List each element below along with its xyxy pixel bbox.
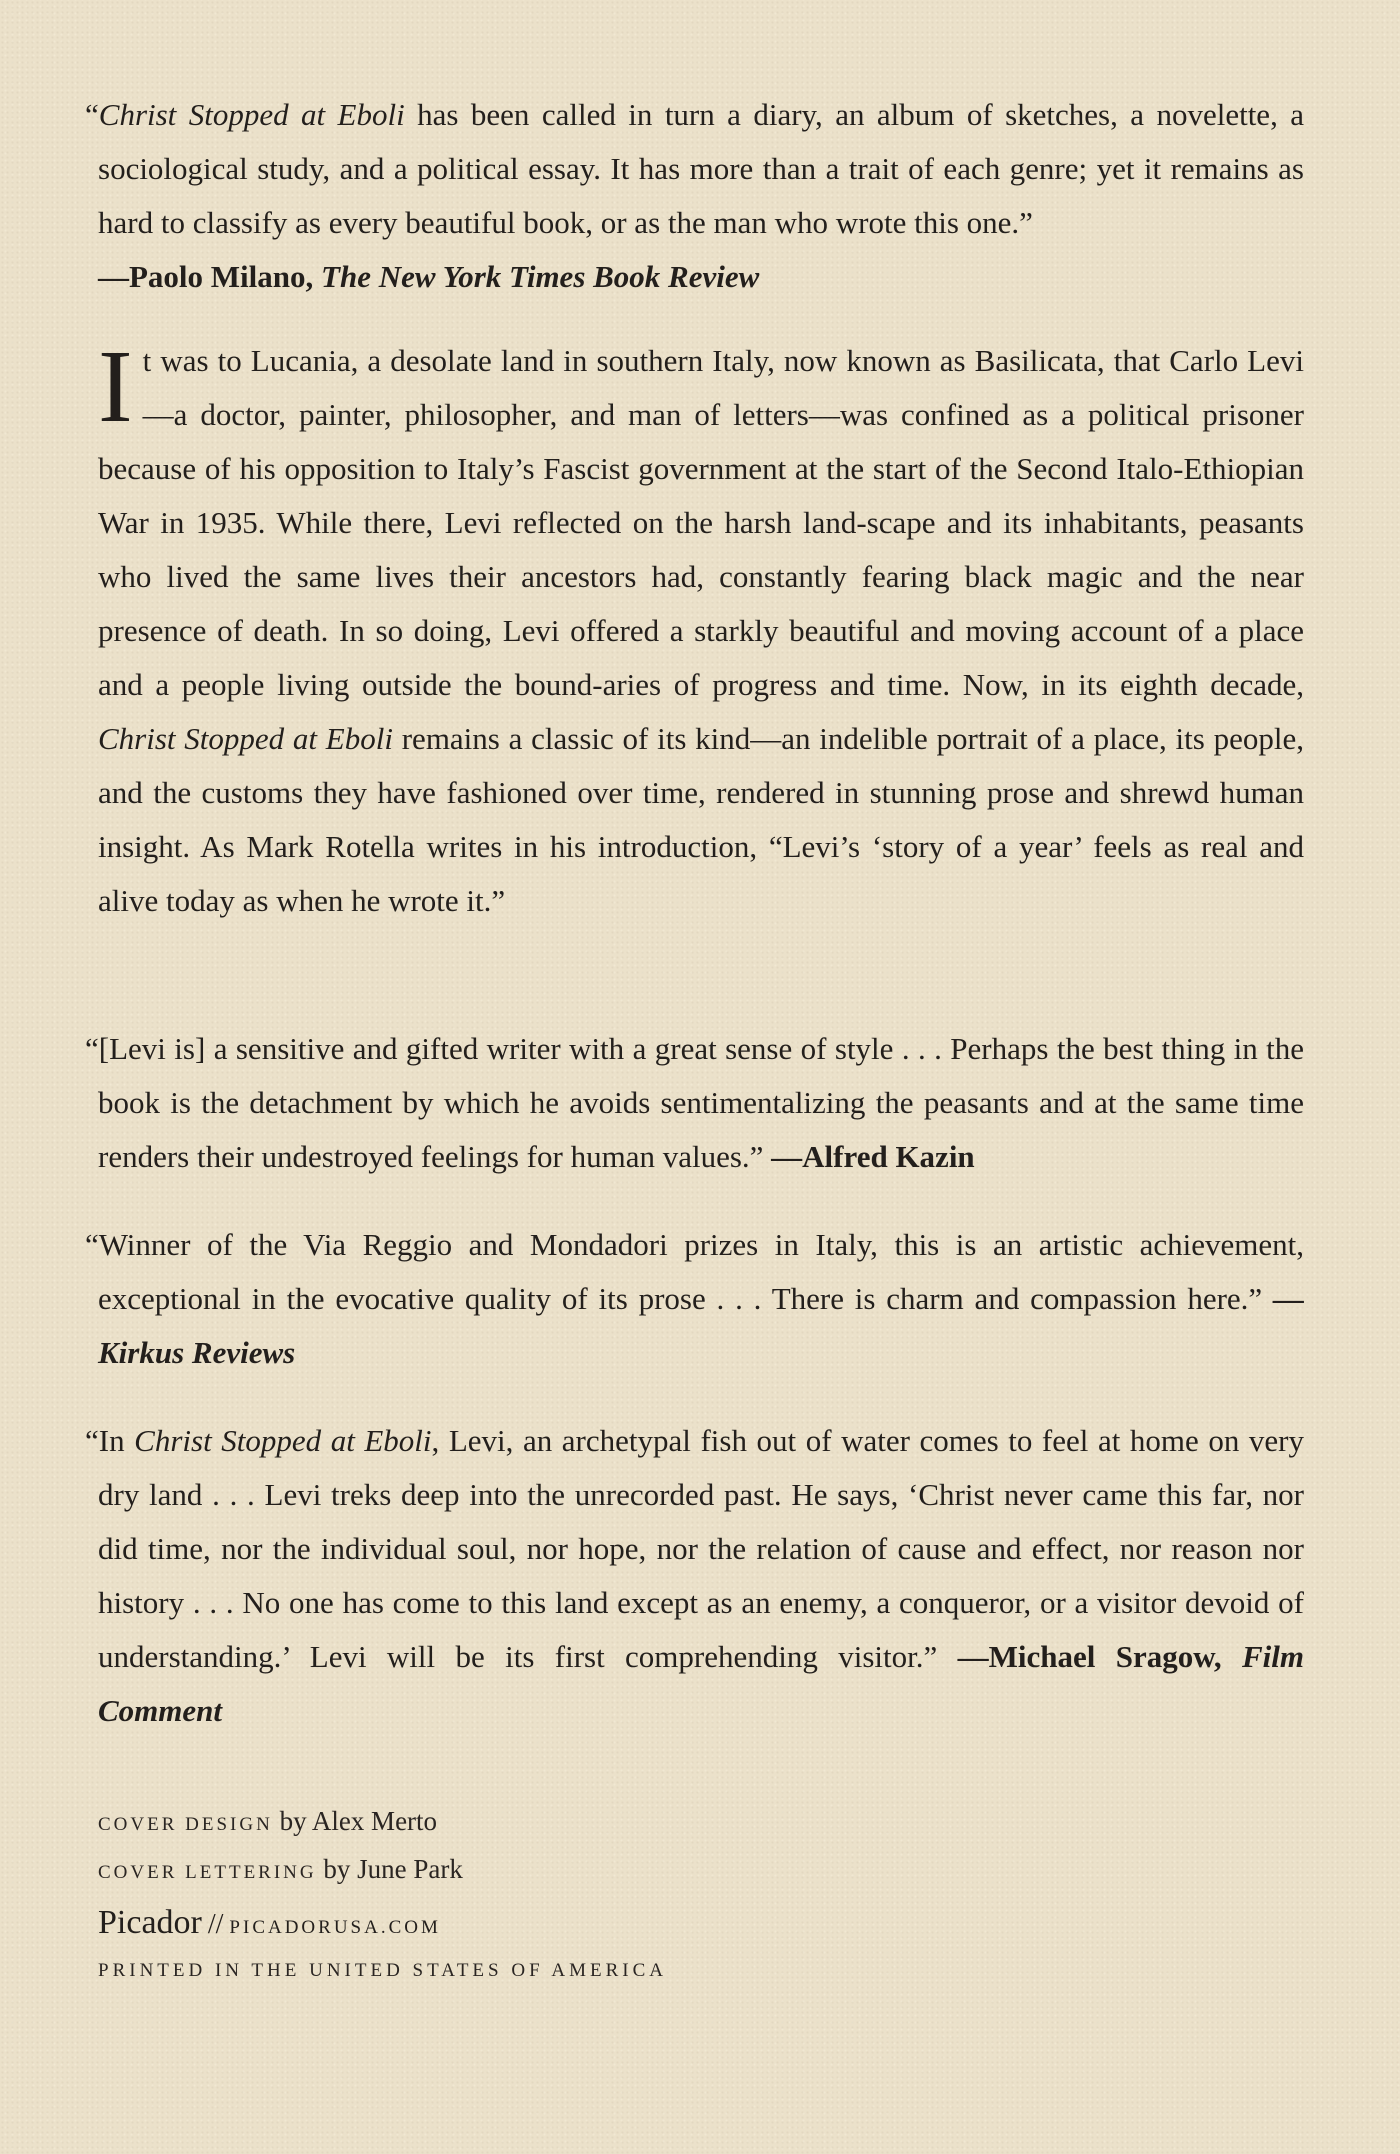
credit-label: COVER LETTERING bbox=[98, 1862, 317, 1883]
quote-source: —Kirkus Reviews bbox=[98, 1281, 1304, 1370]
quote-text: “[Levi is] a sensitive and gifted writer with a great sense of style . . . Perhaps the best thing in the book is the detachment by which he avoids sentimentalizing the peasants and at the same time renders their undestroyed feelings for human values.” bbox=[85, 1031, 1304, 1174]
credit-label: COVER DESIGN bbox=[98, 1814, 273, 1835]
review-quote-kirkus bbox=[85, 1218, 1304, 1380]
description-text-part2: remains a classic of its kind—an indelible portrait of a place, its people, and the customs they have fashioned over time, rendered in stunning prose and shrewd human insight. As Mark Rotella writes in his introduction, “Levi’s ‘story of a year’ feels as real and alive today as when he wrote it.” bbox=[98, 721, 1304, 918]
printed-notice: PRINTED IN THE UNITED STATES OF AMERICA bbox=[98, 1960, 667, 1981]
review-quote-sragow bbox=[85, 1414, 1305, 1738]
publisher-line bbox=[98, 1904, 441, 1942]
credit-name: by June Park bbox=[316, 1854, 463, 1884]
review-quote-milano bbox=[85, 88, 1304, 304]
quote-source: The New York Times Book Review bbox=[321, 259, 760, 294]
credit-name: by Alex Merto bbox=[272, 1806, 438, 1836]
quote-open-mark: “ bbox=[85, 97, 99, 132]
quote-text: “Winner of the Via Reggio and Mondadori prizes in Italy, this is an artistic achievement, exceptional in the evocative quality of its prose . . . There is charm and compassion here.” bbox=[85, 1227, 1304, 1316]
book-title: Christ Stopped at Eboli bbox=[98, 721, 393, 756]
cover-lettering-credit bbox=[98, 1854, 998, 1885]
separator: // bbox=[207, 1909, 224, 1940]
quote-source: Film Comment bbox=[98, 1639, 1305, 1728]
drop-cap: I bbox=[98, 329, 133, 444]
description-text-part1: t was to Lucania, a desolate land in southern Italy, now known as Basilicata, that Carlo Levi—a doctor, painter, philosopher, and man of letters—was confined as a political prisoner because of his opposition to Italy’s Fascist government at the start of the Second Italo-Ethiopian War in 1935. While there, Levi reflected on the harsh land-scape and its inhabitants, peasants who lived the same lives their ancestors had, constantly fearing black magic and the near presence of death. In so doing, Levi offered a starkly beautiful and moving account of a place and a people living outside the bound-aries of progress and time. Now, in its eighth decade, bbox=[98, 343, 1304, 702]
quote-text: has been called in turn a diary, an album of sketches, a novelette, a sociological study, and a political essay. It has more than a trait of each genre; yet it remains as hard to classify as every beautiful book, or as the man who wrote this one.” bbox=[98, 97, 1304, 240]
cover-design-credit bbox=[98, 1806, 998, 1837]
quote-author: —Michael Sragow, bbox=[957, 1639, 1242, 1674]
quote-author: —Alfred Kazin bbox=[771, 1139, 975, 1174]
publisher-name: Picador bbox=[98, 1904, 202, 1941]
book-description bbox=[98, 329, 1304, 928]
quote-text: , Levi, an archetypal fish out of water comes to feel at home on very dry land . . . Levi treks deep into the unrecorded past. He says, ‘Christ never came this far, nor did time, nor the individual soul, nor hope, nor the relation of cause and effect, nor reason nor history . . . No one has come to this land except as an enemy, a conqueror, or a visitor devoid of understanding.’ Levi will be its first comprehending visitor.” bbox=[98, 1423, 1304, 1674]
publisher-url: PICADORUSA.COM bbox=[229, 1917, 441, 1938]
review-quote-kazin bbox=[85, 1022, 1304, 1184]
book-title: Christ Stopped at Eboli bbox=[98, 97, 405, 132]
quote-author: —Paolo Milano, bbox=[98, 259, 322, 294]
quote-open: “In bbox=[85, 1423, 135, 1458]
book-title: Christ Stopped at Eboli bbox=[134, 1423, 432, 1458]
